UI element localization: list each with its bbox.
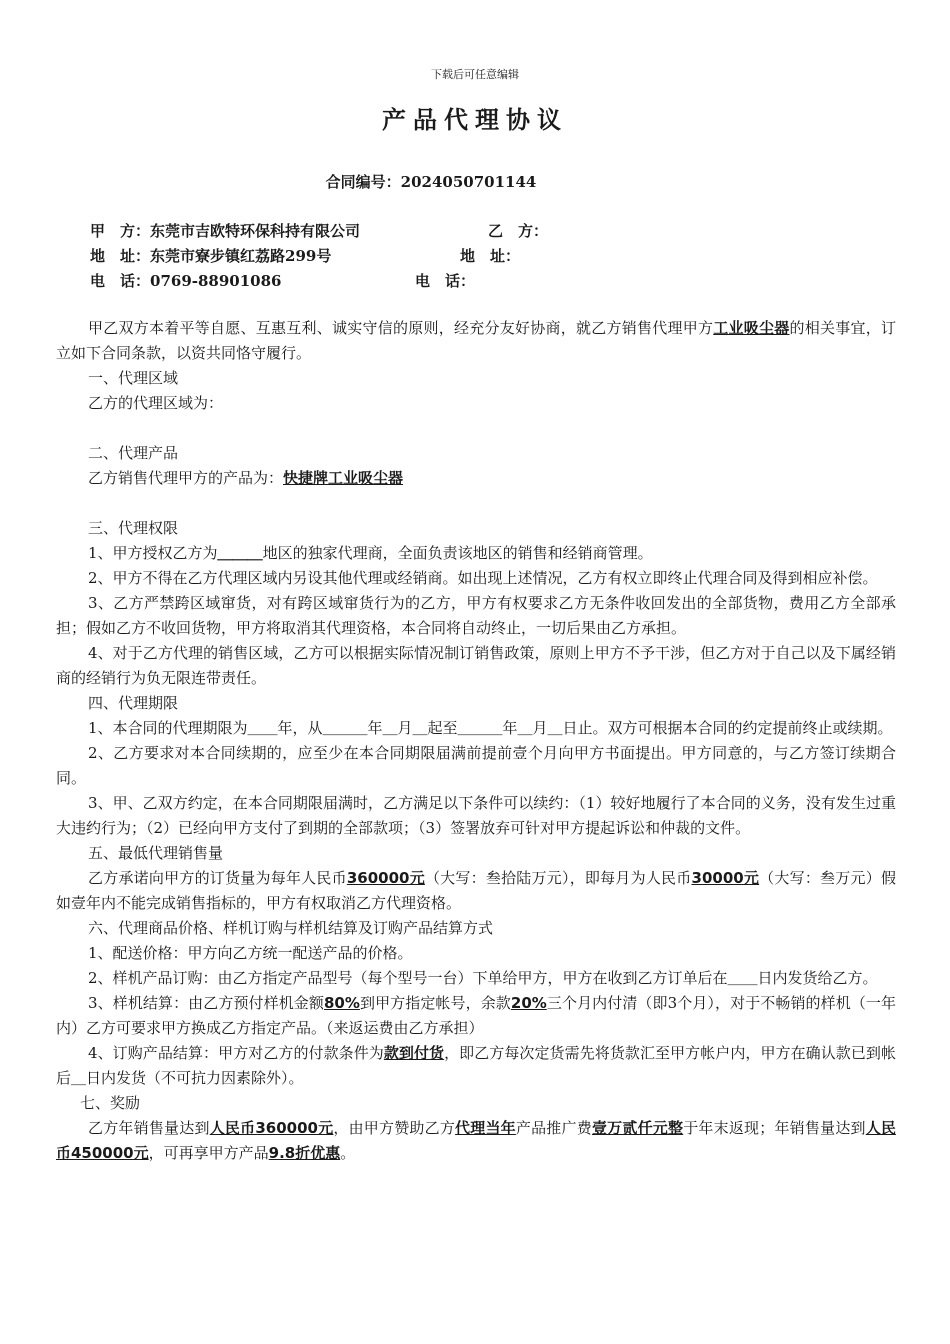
party-a-line <box>90 220 549 241</box>
section-1-text: 乙方的代理区域为： <box>88 394 224 412</box>
section-2-heading: 二、代理产品 <box>88 444 179 462</box>
address-a-label: 地 址： <box>90 247 151 265</box>
document-title: 产品代理协议 <box>382 106 568 134</box>
section-2-product: 快捷牌工业吸尘器 <box>283 469 404 487</box>
address-a-value: 东莞市寮步镇红荔路299号 <box>150 247 332 265</box>
address-line <box>90 245 521 266</box>
intro-paragraph: 甲乙双方本着平等自愿、互惠互利、诚实守信的原则，经充分友好协商，就乙方销售代理甲方工业吸尘器的相关事宜，订立如下合同条款，以资共同恪守履行。 <box>56 319 896 362</box>
section-6-item-4: 4、订购产品结算：甲方对乙方的付款条件为款到付货，即乙方每次定货需先将货款汇至甲方帐户内，甲方在确认款已到帐后＿日内发货（不可抗力因素除外）。 <box>56 1044 896 1087</box>
section-3-item-4: 4、对于乙方代理的销售区域，乙方可以根据实际情况制订销售政策，原则上甲方不予干涉，但乙方对于自己以及下属经销商的经销行为负无限连带责任。 <box>56 644 896 687</box>
section-7-text: 乙方年销售量达到人民币360000元，由甲方赞助乙方代理当年产品推广费壹万贰仟元整于年末返现；年销售量达到人民币450000元，可再享甲方产品9.8折优惠。 <box>56 1119 896 1162</box>
reward-amount-2: 人民币450000元 <box>56 1119 896 1162</box>
reward-term: 代理当年 <box>455 1119 516 1137</box>
section-4-item-2: 2、乙方要求对本合同续期的，应至少在本合同期限届满前提前壹个月向甲方书面提出。甲方同意的，与乙方签订续期合同。 <box>56 744 896 787</box>
phone-a-value: 0769-88901086 <box>150 272 282 290</box>
section-3-item-3: 3、乙方严禁跨区域窜货，对有跨区域窜货行为的乙方，甲方有权要求乙方无条件收回发出的全部货物，费用乙方全部承担；假如乙方不收回货物，甲方将取消其代理资格，本合同将自动终止，一切后果由乙方承担。 <box>56 594 896 637</box>
section-4-heading: 四、代理期限 <box>88 694 179 712</box>
section-3-item-1: 1、甲方授权乙方为＿＿＿地区的独家代理商，全面负责该地区的销售和经销商管理。 <box>88 544 653 562</box>
party-a-value: 东莞市吉欧特环保科持有限公司 <box>150 222 361 240</box>
reward-amount-1: 人民币360000元 <box>209 1119 334 1137</box>
intro-product: 工业吸尘器 <box>713 319 790 337</box>
discount: 9.8折优惠 <box>268 1144 341 1162</box>
section-2-text: 乙方销售代理甲方的产品为：快捷牌工业吸尘器 <box>88 469 404 487</box>
balance-percent: 20% <box>510 994 547 1012</box>
monthly-amount: 30000元 <box>691 869 760 887</box>
section-4-item-1: 1、本合同的代理期限为＿＿年，从＿＿＿年＿月＿起至＿＿＿年＿月＿日止。双方可根据本合同的约定提前终止或续期。 <box>88 719 893 737</box>
contract-body <box>56 316 896 1166</box>
section-6-item-2: 2、样机产品订购：由乙方指定产品型号（每个型号一台）下单给甲方，甲方在收到乙方订单后在＿＿日内发货给乙方。 <box>88 969 878 987</box>
section-5-text: 乙方承诺向甲方的订货量为每年人民币360000元（大写：叁拾陆万元），即每月为人民币30000元（大写：叁万元）假如壹年内不能完成销售指标的，甲方有权取消乙方代理资格。 <box>56 869 896 912</box>
address-b-label: 地 址： <box>460 247 521 265</box>
section-6-item-1: 1、配送价格：甲方向乙方统一配送产品的价格。 <box>88 944 413 962</box>
section-6-item-3: 3、样机结算：由乙方预付样机金额80%到甲方指定帐号，余款20%三个月内付清（即3个月），对于不畅销的样机（一年内）乙方可要求甲方换成乙方指定产品。（来返运费由乙方承担） <box>56 994 896 1037</box>
annual-amount: 360000元 <box>346 869 425 887</box>
section-6-heading: 六、代理商品价格、样机订购与样机结算及订购产品结算方式 <box>88 919 494 937</box>
party-a-label: 甲 方： <box>90 222 151 240</box>
promotion-fee: 壹万贰仟元整 <box>591 1119 684 1137</box>
section-5-heading: 五、最低代理销售量 <box>88 844 224 862</box>
phone-a-label: 电 话： <box>90 272 151 290</box>
section-1-heading: 一、代理区域 <box>88 369 179 387</box>
phone-b-label: 电 话： <box>415 272 476 290</box>
section-3-item-2: 2、甲方不得在乙方代理区域内另设其他代理或经销商。如出现上述情况，乙方有权立即终止代理合同及得到相应补偿。 <box>88 569 878 587</box>
phone-line <box>90 270 476 291</box>
contract-number: 合同编号：2024050701144 <box>325 173 537 191</box>
payment-term: 款到付货 <box>383 1044 445 1062</box>
section-3-heading: 三、代理权限 <box>88 519 179 537</box>
prepay-percent: 80% <box>323 994 360 1012</box>
header-note: 下载后可任意编辑 <box>431 68 519 81</box>
section-4-item-3: 3、甲、乙双方约定，在本合同期限届满时，乙方满足以下条件可以续约：（1）较好地履行了本合同的义务，没有发生过重大违约行为；（2）已经向甲方支付了到期的全部款项；（3）签署放弃可针对甲方提起诉讼和仲裁的文件。 <box>56 794 896 837</box>
party-b-label: 乙 方： <box>488 222 549 240</box>
section-7-heading: 七、奖励 <box>80 1094 141 1112</box>
